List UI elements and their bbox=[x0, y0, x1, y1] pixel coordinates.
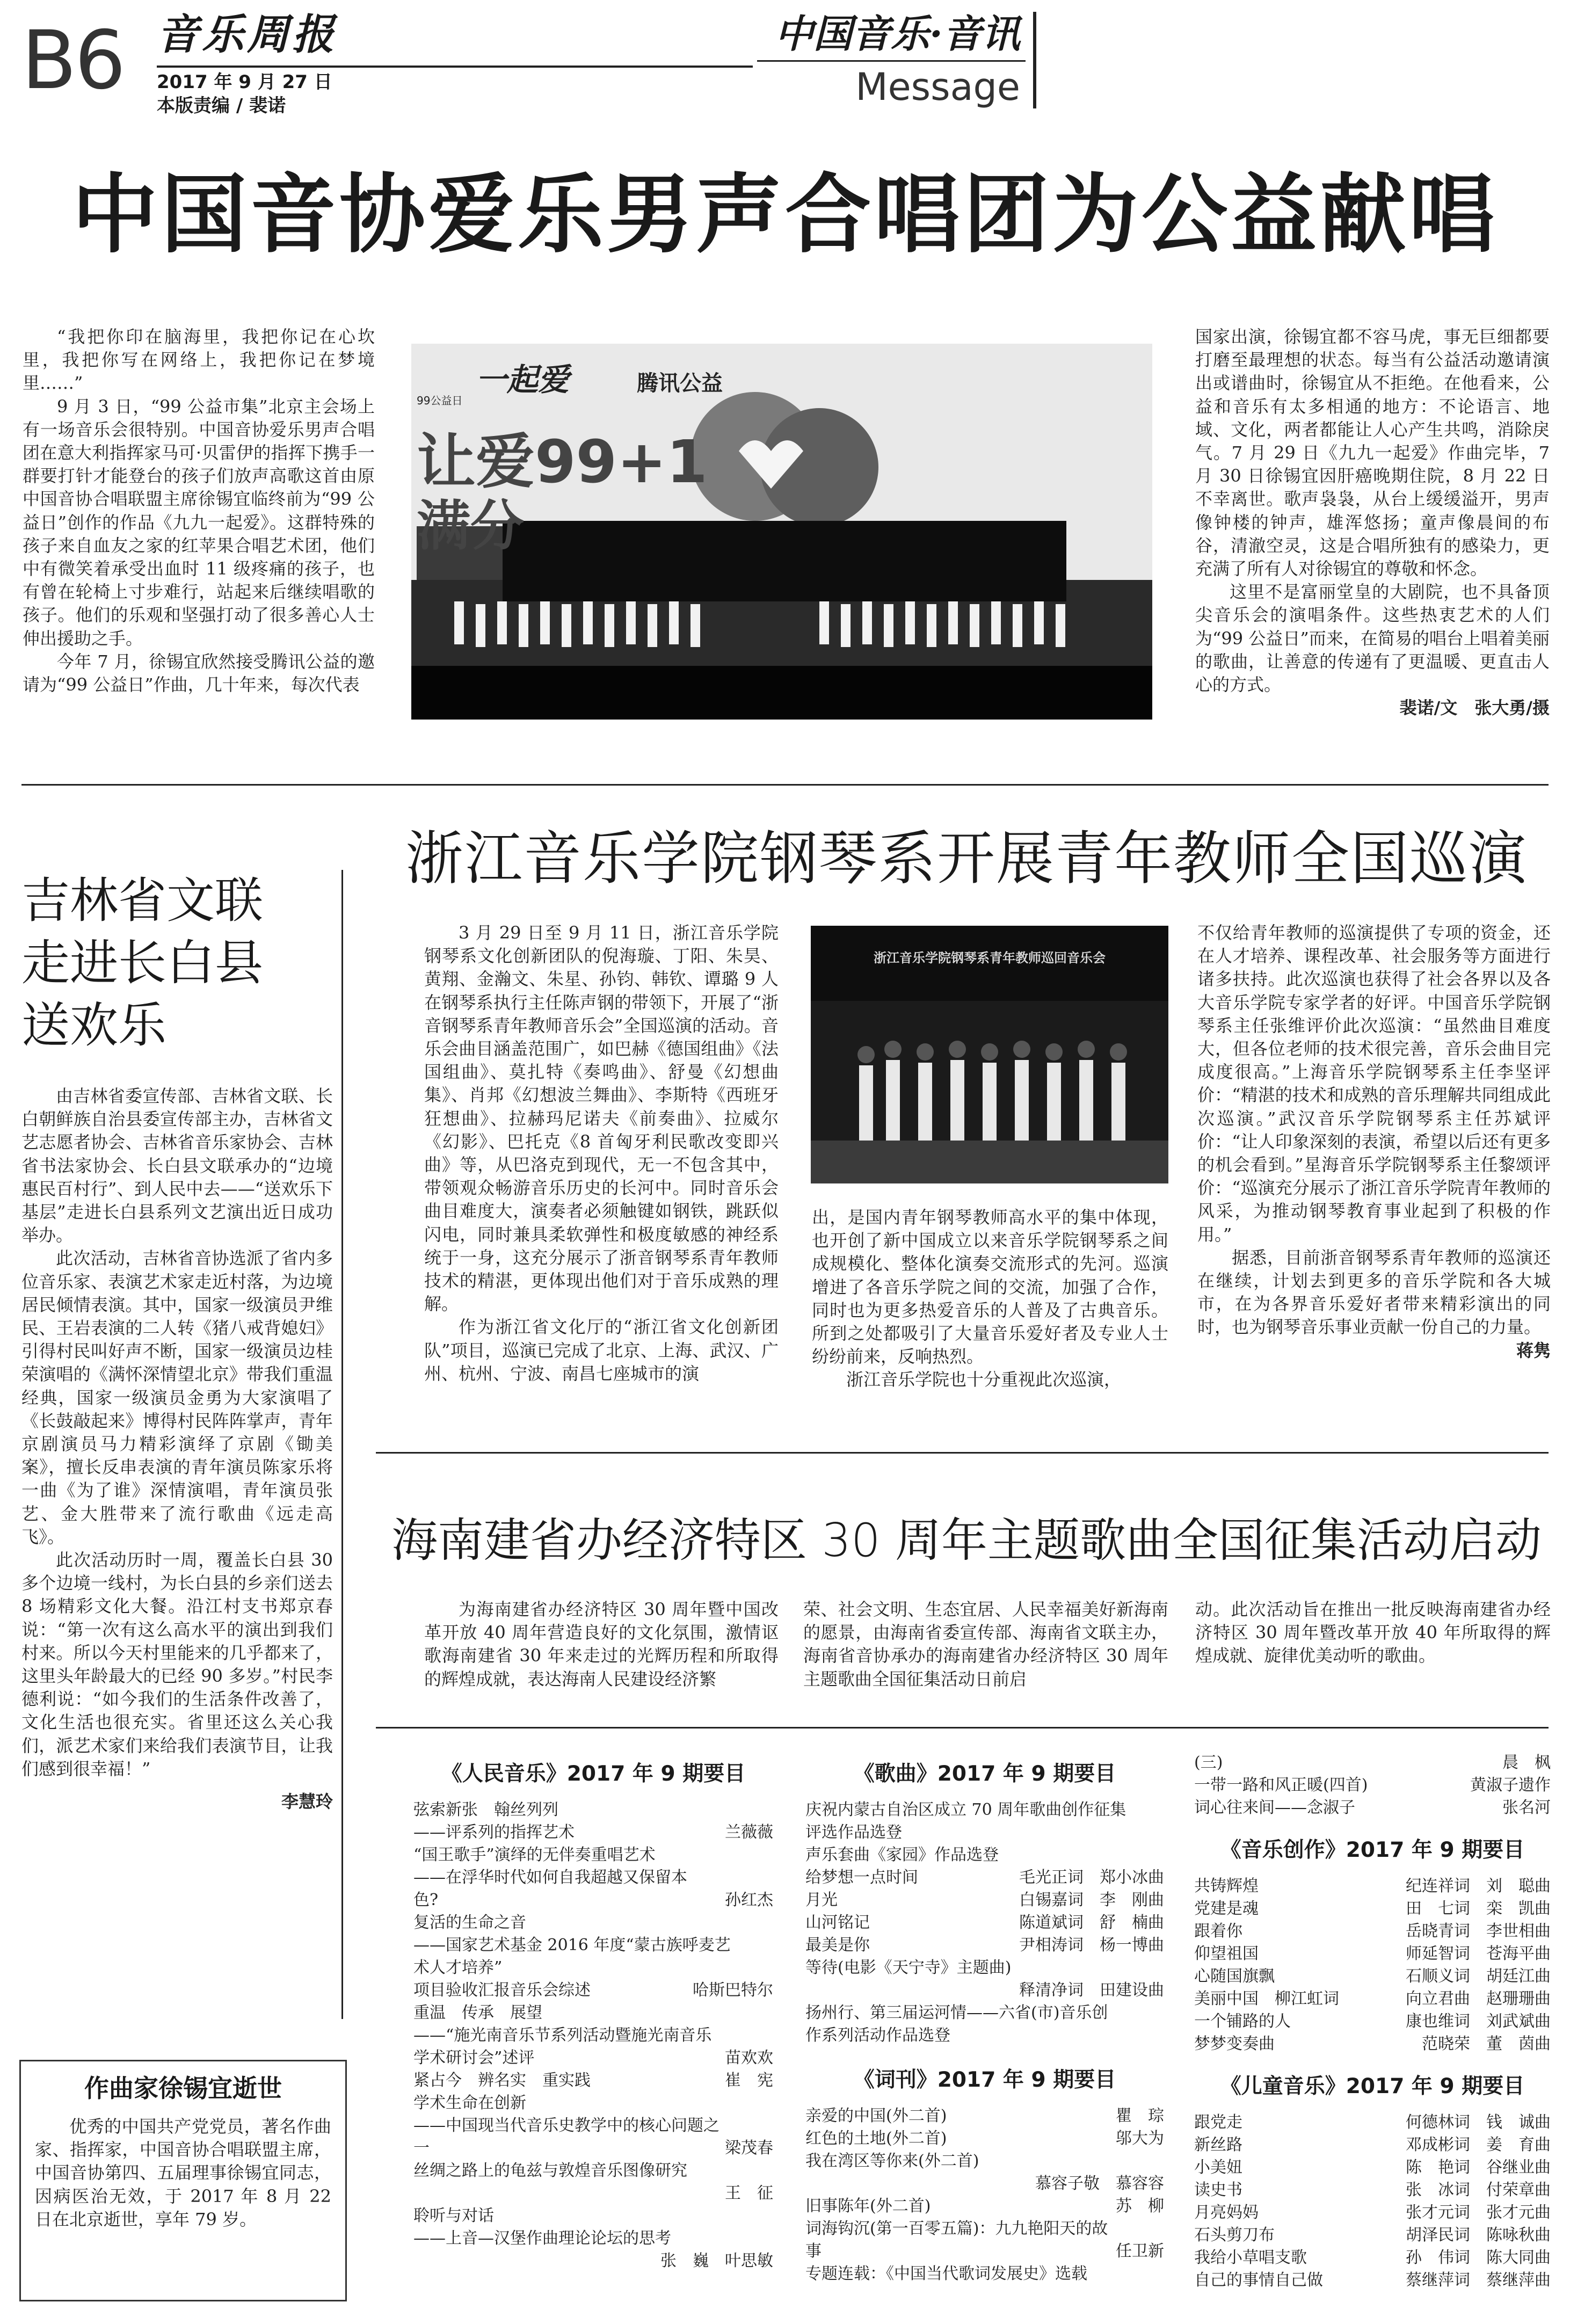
toc-entry bbox=[1194, 2202, 1551, 2224]
toc-entry bbox=[805, 2240, 1164, 2263]
toc-entry bbox=[805, 1844, 1164, 1867]
toc-entry bbox=[413, 2002, 773, 2024]
toc-entry bbox=[413, 1867, 773, 1889]
toc-entry bbox=[413, 1821, 773, 1844]
toc-entry-author: 黄淑子遗作 bbox=[1470, 1776, 1551, 1795]
toc-entry-title: 评选作品选登 bbox=[805, 1823, 902, 1842]
toc-entry-author: 释清净词 田建设曲 bbox=[1019, 1981, 1164, 2000]
toc-entry bbox=[1194, 1920, 1551, 1943]
toc-entry bbox=[805, 2024, 1164, 2047]
toc-entry-title: 共铸辉煌 bbox=[1194, 1877, 1259, 1895]
headline-line: 吉林省文联 bbox=[21, 873, 263, 929]
toc-entry-author: 梁茂春 bbox=[725, 2139, 773, 2158]
toc-entry-title: 红色的土地(外二首) bbox=[805, 2129, 947, 2148]
toc-entry-title: 最美是你 bbox=[805, 1936, 870, 1955]
toc-entry-author: 张名河 bbox=[1502, 1798, 1551, 1817]
paragraph: 出，是国内青年钢琴教师高水平的集中体现，也开创了新中国成立以来音乐学院钢琴系之间成规模化、整体化演奏交流形式的先河。巡演增进了各音乐学院之间的交流，加强了合作，同时也为更多热爱音乐的人普及了古典音乐。所到之处都吸引了大量音乐爱好者及专业人士纷纷前来，反响热烈。 bbox=[812, 1207, 1168, 1367]
banner-partner: 腾讯公益 bbox=[637, 371, 723, 396]
toc-entry-title: 我给小草唱支歌 bbox=[1194, 2248, 1307, 2267]
toc-entry-title: 石头剪刀布 bbox=[1194, 2226, 1275, 2245]
toc-entry-title: 山河铭记 bbox=[805, 1913, 870, 1932]
toc-entry-title: ——“施光南音乐节系列活动暨施光南音乐 bbox=[413, 2026, 712, 2045]
toc-entry-title: “国王歌手”演绎的无伴奏重唱艺术 bbox=[413, 1846, 656, 1864]
toc-entry-title: 项目验收汇报音乐会综述 bbox=[413, 1981, 591, 2000]
jilin-body bbox=[21, 1085, 333, 1813]
toc-entry bbox=[1194, 2010, 1551, 2033]
toc-entry bbox=[805, 2105, 1164, 2127]
lead-credit: 裴诺/文 张大勇/摄 bbox=[1399, 698, 1550, 718]
toc-entry bbox=[805, 2127, 1164, 2150]
obituary-text: 优秀的中国共产党党员，著名作曲家、指挥家，中国音协合唱联盟主席，中国音协第四、五届理事徐锡宜同志，因病医治无效，于 2017 年 8 月 22 日在北京逝世，享年 79 岁。 bbox=[35, 2116, 331, 2229]
toc-entry bbox=[1194, 2269, 1551, 2292]
toc-entry bbox=[1194, 2134, 1551, 2156]
toc-entry-title: 庆祝内蒙古自治区成立 70 周年歌曲创作征集 bbox=[805, 1800, 1126, 1819]
toc-entry bbox=[413, 1979, 773, 2002]
toc-entry-author: 张才元词 张才元曲 bbox=[1406, 2203, 1551, 2222]
toc-entry bbox=[805, 2150, 1164, 2173]
paragraph: 据悉，目前浙音钢琴系青年教师的巡演还在继续，计划去到更多的音乐学院和各大城市，在为各界音乐爱好者带来精彩演出的同时，也为钢琴音乐事业贡献一份自己的力量。 bbox=[1197, 1247, 1551, 1338]
column-name: 中国音乐·音讯 bbox=[774, 11, 1020, 56]
toc-list bbox=[1194, 2111, 1551, 2292]
toc-entry-title: 专题连载：《中国当代歌词发展史》选载 bbox=[805, 2264, 1087, 2283]
toc-entry bbox=[805, 1934, 1164, 1957]
paragraph: “我把你印在脑海里，我把你记在心坎里，我把你写在网络上，我把你记在梦境里……” bbox=[23, 326, 375, 394]
issue-date: 2017 年 9 月 27 日 bbox=[157, 71, 332, 93]
toc-entry-author: 石顺义词 胡廷江曲 bbox=[1406, 1967, 1551, 1986]
toc-entry-author: 邬大为 bbox=[1116, 2129, 1164, 2148]
toc-entry bbox=[1194, 1943, 1551, 1965]
lead-headline: 中国音协爱乐男声合唱团为公益献唱 bbox=[71, 164, 1498, 265]
paragraph: 浙江音乐学院也十分重视此次巡演， bbox=[846, 1369, 1122, 1390]
paragraph: 荣、社会文明、生态宜居、人民幸福美好新海南的愿景，由海南省委宣传部、海南省文联主办，海南省音协承办的海南建省办经济特区 30 周年主题歌曲全国征集活动日前启 bbox=[803, 1599, 1168, 1689]
toc-entry-title: 学术研讨会”述评 bbox=[413, 2049, 535, 2067]
lead-photo bbox=[411, 344, 1152, 720]
paragraph: 作为浙江省文化厅的“浙江省文化创新团队”项目，巡演已完成了北京、上海、武汉、广州、杭州、宁波、南昌七座城市的演 bbox=[424, 1317, 779, 1384]
toc-entry-title: ——评系列的指挥艺术 bbox=[413, 1823, 575, 1842]
toc-entry bbox=[805, 1957, 1164, 1979]
toc-entry-title: ——上音—汉堡作曲理论论坛的思考 bbox=[413, 2229, 671, 2248]
headline-line: 送欢乐 bbox=[21, 997, 166, 1054]
toc-entry bbox=[413, 1799, 773, 1821]
toc-entry bbox=[413, 2227, 773, 2250]
zhejiang-photo bbox=[811, 926, 1168, 1183]
toc-entry bbox=[805, 2173, 1164, 2195]
toc-entry bbox=[805, 1821, 1164, 1844]
toc-entry-title: 给梦想一点时间 bbox=[805, 1868, 918, 1887]
toc-entry bbox=[1194, 1774, 1551, 1797]
toc-entry-title: 学术生命在创新 bbox=[413, 2094, 526, 2112]
toc-entry-author: 胡泽民词 陈咏秋曲 bbox=[1406, 2226, 1551, 2245]
jilin-credit: 李慧玲 bbox=[281, 1791, 333, 1812]
section-rule bbox=[21, 784, 1549, 786]
toc-entry-title: 术人才培养” bbox=[413, 1958, 503, 1977]
banner-slogan-1: 让爱99+1 bbox=[417, 427, 708, 496]
toc-column-3 bbox=[1194, 1752, 1551, 2292]
toc-entry-author: 白锡嘉词 李 刚曲 bbox=[1019, 1891, 1164, 1909]
toc-entry bbox=[1194, 1898, 1551, 1920]
toc-entry-author: 纪连祥词 刘 聪曲 bbox=[1406, 1877, 1551, 1895]
toc-entry-title: 党建是魂 bbox=[1194, 1899, 1259, 1918]
column-en: Message bbox=[855, 65, 1020, 109]
toc-entry bbox=[1194, 2111, 1551, 2134]
toc-entry-title: 声乐套曲《家园》作品选登 bbox=[805, 1846, 999, 1864]
toc-entry bbox=[805, 2218, 1164, 2240]
banner-logo-text: 一起爱 bbox=[476, 361, 570, 398]
toc-list bbox=[805, 2105, 1164, 2285]
toc-entry-title: 新丝路 bbox=[1194, 2136, 1242, 2154]
toc-list bbox=[1194, 1875, 1551, 2056]
zhejiang-column-3 bbox=[1197, 921, 1551, 1362]
toc-entry-author: 向立君曲 赵珊珊曲 bbox=[1406, 1989, 1551, 2008]
photo-banner-text: 浙江音乐学院钢琴系青年教师巡回音乐会 bbox=[874, 950, 1106, 965]
toc-entry bbox=[1194, 1752, 1551, 1774]
toc-entry-title: 月亮妈妈 bbox=[1194, 2203, 1259, 2222]
obituary-box bbox=[19, 2060, 347, 2301]
toc-entry bbox=[413, 1934, 773, 1957]
toc-entry-author: 蔡继萍词 蔡继萍曲 bbox=[1406, 2271, 1551, 2290]
toc-entry-author: 毛光正词 郑小冰曲 bbox=[1019, 1868, 1164, 1887]
toc-entry-author: 陈 艳词 谷继业曲 bbox=[1406, 2158, 1551, 2177]
toc-entry-title: 亲爱的中国(外二首) bbox=[805, 2107, 947, 2125]
toc-entry bbox=[413, 2250, 773, 2272]
toc-entry-title: ——中国现当代音乐史教学中的核心问题之 bbox=[413, 2116, 719, 2135]
toc-entry bbox=[1194, 2179, 1551, 2202]
toc-entry bbox=[1194, 1797, 1551, 1819]
toc-gequ bbox=[805, 1752, 1164, 2285]
toc-entry-title: 旧事陈年(外二首) bbox=[805, 2197, 931, 2216]
page-editor: 本版责编 / 裴诺 bbox=[157, 95, 286, 117]
paragraph: 动。此次活动旨在推出一批反映海南建省办经济特区 30 周年暨改革开放 40 年所取得的辉煌成就、旋律优美动听的歌曲。 bbox=[1195, 1599, 1551, 1666]
toc-entry-author: 苏 柳 bbox=[1116, 2197, 1164, 2216]
toc-entry-author: 哈斯巴特尔 bbox=[693, 1981, 773, 2000]
toc-entry-author: 瞿 琮 bbox=[1116, 2107, 1164, 2125]
paragraph: 由吉林省委宣传部、吉林省文联、长白朝鲜族自治县委宣传部主办，吉林省文艺志愿者协会、吉林省音乐家协会、吉林省书法家协会、长白县文联承办的“边境惠民百村行”、到人民中去——“送欢乐下基层”走进长白县系列文艺演出近日成功举办。 bbox=[21, 1086, 333, 1246]
hainan-headline: 海南建省办经济特区 30 周年主题歌曲全国征集活动启动 bbox=[391, 1514, 1542, 1567]
paragraph: 今年 7 月，徐锡宜欣然接受腾讯公益的邀请为“99 公益日”作曲，几十年来，每次代表 bbox=[23, 651, 375, 695]
banner-slogan-2: 满分 bbox=[417, 495, 524, 557]
toc-entry-title: (三) bbox=[1194, 1753, 1223, 1772]
paragraph: 3 月 29 日至 9 月 11 日，浙江音乐学院钢琴系文化创新团队的倪海璇、丁阳、朱昊、黄翔、金瀚文、朱星、孙钧、韩钦、谭璐 9 人在钢琴系执行主任陈声钢的带领下，开展了“浙音钢琴系青年教师音乐会”全国巡演的活动。音乐会曲目涵盖范围广，如巴赫《德国组曲》《法国组曲》、莫扎特《奏鸣曲》、舒曼《幻想曲集》、肖邦《幻想波兰舞曲》、李斯特《西班牙狂想曲》、拉赫玛尼诺夫《前奏曲》、拉威尔《幻影》、巴托克《8 首匈牙利民歌改变即兴曲》等，从巴洛克到现代，无一不包含其中，带领观众畅游音乐历史的长河中。同时音乐会曲目难度大，演奏者必须触键如钢铁，跳跃似闪电，同时兼具柔软弹性和极度敏感的神经系统于一身，这充分展示了浙音钢琴系青年教师技术的精湛，更体现出他们对于音乐成熟的理解。 bbox=[424, 923, 779, 1314]
toc-entry bbox=[805, 1799, 1164, 1821]
toc-entry-title: 仰望祖国 bbox=[1194, 1944, 1259, 1963]
toc-title: 《人民音乐》2017 年 9 期要目 bbox=[441, 1762, 746, 1786]
zhejiang-credit: 蒋隽 bbox=[1516, 1340, 1551, 1361]
toc-entry bbox=[805, 2002, 1164, 2024]
toc-entry-author: 王 征 bbox=[725, 2184, 773, 2203]
toc-entry bbox=[413, 2160, 773, 2182]
toc-entry-author: 孙红杰 bbox=[725, 1891, 773, 1909]
toc-entry-author: 任卫新 bbox=[1116, 2242, 1164, 2261]
toc-entry-title: 一 bbox=[413, 2139, 430, 2158]
jilin-divider bbox=[341, 870, 343, 2019]
toc-entry bbox=[1194, 1988, 1551, 2010]
zhejiang-column-2 bbox=[812, 1206, 1168, 1392]
toc-entry bbox=[413, 1844, 773, 1867]
masthead-logo: 音乐周报 bbox=[157, 10, 338, 59]
toc-entry bbox=[805, 1867, 1164, 1889]
section-rule bbox=[376, 1727, 1549, 1729]
hainan-column-2 bbox=[803, 1598, 1168, 1691]
toc-entry-title: 美丽中国 柳江虹词 bbox=[1194, 1989, 1339, 2008]
toc-entry-author: 张 冰词 付荣章曲 bbox=[1406, 2181, 1551, 2199]
toc-list bbox=[1194, 1752, 1551, 1819]
toc-entry-title: 聆听与对话 bbox=[413, 2206, 494, 2225]
paragraph: 此次活动历时一周，覆盖长白县 30 多个边境一线村，为长白县的乡亲们送去 8 场精彩文化大餐。沿江村支书郑京春说：“第一次有这么高水平的演出到我们村来。所以今天村里能来的几乎都来了，这里头年龄最大的已经 90 多岁。”村民李德利说：“如今我们的生活条件改善了，文化生活也很充实。省里还这么关心我们，派艺术家们来给我们表演节目，让我们感到很幸福！” bbox=[21, 1550, 333, 1779]
toc-entry-author: 尹相涛词 杨一博曲 bbox=[1019, 1936, 1164, 1955]
banner-logo-sub: 99公益日 bbox=[417, 394, 463, 407]
toc-entry-author: 苗欢欢 bbox=[725, 2049, 773, 2067]
toc-entry bbox=[1194, 2224, 1551, 2247]
toc-entry-title: 重温 传承 展望 bbox=[413, 2003, 542, 2022]
page-number: B6 bbox=[21, 14, 124, 107]
toc-entry bbox=[413, 2047, 773, 2069]
toc-entry bbox=[1194, 1875, 1551, 1898]
toc-entry-title: 跟着你 bbox=[1194, 1922, 1242, 1941]
toc-entry-title: 等待(电影《天宁寺》主题曲) bbox=[805, 1958, 1012, 1977]
toc-entry bbox=[413, 1912, 773, 1934]
toc-title: 《歌曲》2017 年 9 期要目 bbox=[853, 1762, 1116, 1786]
toc-entry-title: 读史书 bbox=[1194, 2181, 1242, 2199]
paragraph: 国家出演，徐锡宜都不容马虎，事无巨细都要打磨至最理想的状态。每当有公益活动邀请演出或谱曲时，徐锡宜从不拒绝。在他看来，公益和音乐有太多相通的地方：不论语言、地域、文化，两者都能让人心产生共鸣，消除戾气。7 月 29 日《九九一起爱》作曲完毕，7 月 30 日徐锡宜因肝癌晚期住院，8 月 22 日不幸离世。歌声袅袅，从台上缓缓溢开，男声像钟楼的钟声，雄浑悠扬；童声像晨间的布谷，清澈空灵，这是合唱所独有的感染力，更充满了所有人对徐锡宜的尊敬和怀念。 bbox=[1195, 326, 1550, 579]
toc-entry-author: 师延智词 苍海平曲 bbox=[1406, 1944, 1551, 1963]
header-vertical-bar bbox=[1033, 12, 1036, 108]
toc-entry-title: 自己的事情自己做 bbox=[1194, 2271, 1323, 2290]
toc-renmin bbox=[413, 1752, 773, 2272]
toc-entry-title: 词心往来间——念淑子 bbox=[1194, 1798, 1355, 1817]
toc-entry bbox=[1194, 1965, 1551, 1988]
toc-entry-author: 晨 枫 bbox=[1502, 1753, 1551, 1772]
toc-entry bbox=[413, 2182, 773, 2205]
toc-entry-title: 紧占今 辨名实 重实践 bbox=[413, 2071, 591, 2090]
toc-entry bbox=[805, 2263, 1164, 2285]
lead-column-2 bbox=[1195, 325, 1550, 720]
toc-entry bbox=[413, 2092, 773, 2115]
toc-entry bbox=[1194, 2247, 1551, 2269]
toc-entry-author: 何德林词 钱 诚曲 bbox=[1406, 2113, 1551, 2132]
toc-entry-author: 张 巍 叶思敏 bbox=[660, 2252, 773, 2270]
toc-entry-title: 事 bbox=[805, 2242, 822, 2261]
toc-entry-title: 小美妞 bbox=[1194, 2158, 1242, 2177]
toc-entry-author: 陈道斌词 舒 楠曲 bbox=[1019, 1913, 1164, 1932]
toc-list bbox=[805, 1799, 1164, 2047]
toc-entry-author: 岳晓青词 李世相曲 bbox=[1406, 1922, 1551, 1941]
toc-entry-title: 作系列活动作品选登 bbox=[805, 2026, 950, 2045]
toc-entry-author: 田 七词 栾 凯曲 bbox=[1406, 1899, 1551, 1918]
toc-entry bbox=[413, 2205, 773, 2227]
toc-entry-title: 色? bbox=[413, 1891, 439, 1909]
hainan-column-3 bbox=[1195, 1598, 1551, 1668]
toc-entry bbox=[805, 2195, 1164, 2218]
toc-entry bbox=[413, 2024, 773, 2047]
column-rule bbox=[757, 60, 1026, 62]
toc-entry-author: 康也维词 刘武斌曲 bbox=[1406, 2012, 1551, 2031]
toc-entry bbox=[1194, 2033, 1551, 2056]
toc-entry-title: 扬州行、第三届运河情——六省(市)音乐创 bbox=[805, 2003, 1108, 2022]
toc-entry-author: 邓成彬词 姜 育曲 bbox=[1406, 2136, 1551, 2154]
toc-entry bbox=[413, 2137, 773, 2160]
paragraph: 不仅给青年教师的巡演提供了专项的资金，还在人才培养、课程改革、社会服务等方面进行诸多扶持。此次巡演也获得了社会各界以及各大音乐学院专家学者的好评。中国音乐学院钢琴系主任张维评价此次巡演：“虽然曲目难度大，但各位老师的技术很完善，音乐会曲目完成度很高。”上海音乐学院钢琴系主任李坚评价：“精湛的技术和成熟的音乐理解共同组成此次巡演。”武汉音乐学院钢琴系主任苏斌评价：“让人印象深刻的表演，希望以后还有更多的机会看到。”星海音乐学院钢琴系主任黎颂评价：“巡演充分展示了浙江音乐学院青年教师的风采，为推动钢琴教育事业起到了积极的作用。” bbox=[1197, 923, 1551, 1245]
header-rule bbox=[157, 66, 753, 68]
toc-entry bbox=[413, 1889, 773, 1912]
toc-entry-title: 梦梦变奏曲 bbox=[1194, 2035, 1275, 2053]
toc-entry-author: 孙 伟词 陈大同曲 bbox=[1406, 2248, 1551, 2267]
toc-entry-title: 一个铺路的人 bbox=[1194, 2012, 1291, 2031]
toc-entry-title: 一带一路和风正暖(四首) bbox=[1194, 1776, 1368, 1795]
toc-entry bbox=[413, 2115, 773, 2137]
toc-entry bbox=[1194, 2156, 1551, 2179]
toc-entry-title: ——国家艺术基金 2016 年度“蒙古族呼麦艺 bbox=[413, 1936, 731, 1955]
toc-entry-title: 月光 bbox=[805, 1891, 838, 1909]
toc-entry bbox=[805, 1889, 1164, 1912]
zhejiang-column-1 bbox=[424, 921, 779, 1385]
toc-entry-title: 词海钩沉(第一百零五篇)：九九艳阳天的故 bbox=[805, 2219, 1108, 2238]
jilin-headline bbox=[21, 870, 333, 1057]
headline-line: 走进长白县 bbox=[21, 935, 263, 991]
toc-title: 《音乐创作》2017 年 9 期要目 bbox=[1220, 1838, 1525, 1862]
obituary-title: 作曲家徐锡宜逝世 bbox=[84, 2074, 282, 2103]
toc-entry bbox=[413, 1957, 773, 1979]
toc-entry-author: 慕容子敬 慕容容 bbox=[1035, 2174, 1164, 2193]
toc-title: 《儿童音乐》2017 年 9 期要目 bbox=[1220, 2074, 1525, 2098]
toc-title: 《词刊》2017 年 9 期要目 bbox=[853, 2068, 1116, 2092]
toc-list bbox=[413, 1799, 773, 2272]
toc-entry bbox=[805, 1912, 1164, 1934]
toc-entry bbox=[805, 1979, 1164, 2002]
toc-entry-author: 崔 宪 bbox=[725, 2071, 773, 2090]
toc-entry-author: 兰薇薇 bbox=[725, 1823, 773, 1842]
paragraph: 这里不是富丽堂皇的大剧院，也不具备顶尖音乐会的演唱条件。这些热衷艺术的人们为“99 公益日”而来，在简易的唱台上唱着美丽的歌曲，让善意的传递有了更温暖、更直击人心的方式。 bbox=[1195, 582, 1550, 695]
toc-entry-title: 弦索新张 翰丝列列 bbox=[413, 1800, 558, 1819]
hainan-column-1 bbox=[424, 1598, 779, 1691]
toc-entry-title: 复活的生命之音 bbox=[413, 1913, 526, 1932]
toc-entry-author: 范晓荣 董 茵曲 bbox=[1422, 2035, 1551, 2053]
toc-entry-title: 跟党走 bbox=[1194, 2113, 1242, 2132]
section-rule bbox=[376, 1452, 1549, 1454]
toc-entry-title: 丝绸之路上的龟兹与敦煌音乐图像研究 bbox=[413, 2161, 687, 2180]
toc-entry-title: ——在浮华时代如何自我超越又保留本 bbox=[413, 1868, 687, 1887]
paragraph: 9 月 3 日，“99 公益市集”北京主会场上有一场音乐会很特别。中国音协爱乐男声合唱团在意大利指挥家马可·贝雷伊的指挥下携手一群要打针才能登台的孩子们放声高歌这首由原中国音协合唱联盟主席徐锡宜临终前为“99 公益日”创作的作品《九九一起爱》。这群特殊的孩子来自血友之家的红苹果合唱艺术团，他们中有微笑着承受出血时 11 级疼痛的孩子，也有曾在轮椅上寸步难行，站起来后继续唱歌的孩子。他们的乐观和坚强打动了很多善心人士伸出援助之手。 bbox=[23, 396, 375, 649]
lead-column-1 bbox=[23, 325, 375, 696]
toc-entry bbox=[413, 2069, 773, 2092]
paragraph: 为海南建省办经济特区 30 周年暨中国改革开放 40 周年营造良好的文化氛围，激情讴歌海南建省 30 年来走过的光辉历程和所取得的辉煌成就，表达海南人民建设经济繁 bbox=[424, 1599, 779, 1689]
toc-entry-title: 心随国旗飘 bbox=[1194, 1967, 1275, 1986]
paragraph: 此次活动，吉林省音协选派了省内多位音乐家、表演艺术家走近村落，为边境居民倾情表演。其中，国家一级演员尹维民、王岩表演的二人转《猪八戒背媳妇》引得村民叫好声不断，国家一级演员边桂荣演唱的《满怀深情望北京》带我们重温经典，国家一级演员金勇为大家演唱了《长鼓敲起来》博得村民阵阵掌声，青年京剧演员马力精彩演绎了京剧《锄美案》，擅长反串表演的青年演员陈家乐将一曲《为了谁》深情演唱，青年演员张艺、金大胜带来了流行歌曲《远走高飞》。 bbox=[21, 1248, 333, 1547]
zhejiang-headline: 浙江音乐学院钢琴系开展青年教师全国巡演 bbox=[405, 825, 1528, 892]
toc-entry-title: 我在湾区等你来(外二首) bbox=[805, 2152, 979, 2170]
